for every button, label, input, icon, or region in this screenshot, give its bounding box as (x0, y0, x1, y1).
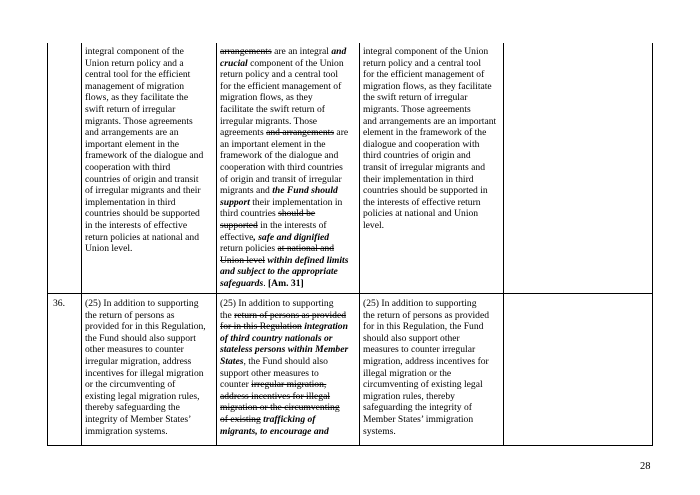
text-line (220, 127, 348, 139)
text-line (363, 310, 489, 322)
text-line (220, 162, 348, 174)
text-line (220, 92, 348, 104)
commission-text (85, 298, 206, 437)
text-run: and (331, 46, 347, 57)
text-line (363, 356, 489, 368)
text-run: the Fund should (272, 185, 338, 197)
text-run: support (220, 196, 250, 208)
text-run: integral component of the (85, 46, 184, 57)
text-line (85, 344, 206, 356)
text-run: framework of the dialogue and (85, 150, 204, 162)
text-line (85, 185, 203, 197)
text-line (220, 197, 348, 209)
table-border-right (652, 43, 653, 446)
text-run: arrangements (220, 46, 272, 57)
text-run: the swift return of irregular (363, 92, 468, 104)
text-run: implementation in third (85, 196, 176, 208)
text-line (363, 197, 496, 209)
text-run: and subject to the appropriate (220, 266, 338, 278)
text-run: management of migration (85, 80, 185, 92)
column-divider (81, 43, 82, 446)
text-run: in the interests of effective (85, 219, 188, 231)
text-run: of third country nationals or (220, 332, 333, 344)
text-run: thereby safeguarding the (85, 402, 180, 414)
text-run: trafficking of (260, 413, 316, 425)
text-line (85, 46, 203, 58)
text-run: illegal migration or the (363, 367, 452, 379)
text-run: States (220, 355, 244, 367)
text-run: countries of origin and transit (85, 173, 199, 185)
text-run: migration flows, as they (220, 92, 313, 104)
text-run: , safe and dignified (253, 231, 330, 243)
text-run: systems. (363, 425, 396, 437)
commission-text (85, 46, 203, 255)
text-line (85, 81, 203, 93)
text-line (220, 185, 348, 197)
text-run: Member States’ immigration (363, 413, 474, 425)
text-run: . (263, 277, 268, 289)
text-run: countries should be supported in (363, 185, 488, 197)
text-line (85, 58, 203, 70)
parliament-text (220, 46, 348, 289)
text-line (363, 298, 489, 310)
text-run: element in the framework of the (363, 127, 487, 139)
column-divider (503, 43, 504, 446)
text-run: countries should be supported (85, 208, 200, 220)
text-run: are an integral (271, 46, 332, 57)
text-run: and arrangements (266, 127, 335, 139)
text-run: crucial (220, 57, 248, 69)
text-run: Union level. (85, 243, 133, 255)
text-run: of irregular migrants and their (85, 185, 201, 197)
text-line (220, 232, 348, 244)
text-run: component of the Union (247, 57, 344, 69)
text-line (220, 139, 348, 151)
text-line (363, 344, 489, 356)
text-run: Union level (220, 254, 266, 266)
text-line (220, 266, 348, 278)
text-line (220, 69, 348, 81)
text-run: third countries of origin and (363, 150, 471, 162)
text-line (363, 391, 489, 403)
text-run: return policies (220, 243, 278, 255)
text-line (220, 426, 348, 438)
text-run: are (334, 127, 349, 139)
text-run: immigration systems. (85, 425, 168, 437)
text-run: return policy and a central tool (363, 57, 482, 69)
council-text (363, 46, 496, 232)
text-line (220, 116, 348, 128)
text-line (220, 255, 348, 267)
text-run: safeguards (220, 277, 264, 289)
text-line (220, 208, 348, 220)
text-run: migration flows, as they facilitate (363, 80, 492, 92)
text-line (220, 174, 348, 186)
text-line (220, 379, 348, 391)
text-line (363, 333, 489, 345)
text-run: the (220, 309, 235, 321)
text-line (85, 243, 203, 255)
text-run: important element in the (85, 138, 180, 150)
text-run: migration rules, thereby (363, 390, 455, 402)
text-run: should be (278, 208, 316, 220)
text-run: migrants. Those agreements (85, 115, 193, 127)
text-line (220, 104, 348, 116)
text-run: safeguarding the integrity of (363, 402, 472, 414)
text-run: Union return policy and a (85, 57, 184, 69)
text-line (85, 139, 203, 151)
text-run: for the efficient management of (363, 69, 485, 81)
text-line (363, 150, 496, 162)
text-line (85, 321, 206, 333)
text-line (363, 104, 496, 116)
text-run: address incentives for illegal (220, 390, 331, 402)
text-run: and arrangements are an important (363, 115, 497, 127)
text-line (85, 232, 203, 244)
text-run: the return of persons as provided (363, 309, 490, 321)
text-line (363, 414, 489, 426)
text-line (363, 162, 496, 174)
text-run: their implementation in (249, 196, 343, 208)
text-run: integrity of Member States’ (85, 413, 192, 425)
text-run: should also support other (363, 332, 460, 344)
text-line (363, 81, 496, 93)
text-line (363, 69, 496, 81)
text-line (220, 414, 348, 426)
text-run: measures to counter irregular (363, 344, 476, 356)
text-run: for in this Regulation, the Fund (363, 321, 484, 333)
text-run: dialogue and cooperation with (363, 138, 480, 150)
text-run: existing legal migration rules, (85, 390, 200, 402)
text-run: return policies at national and (85, 231, 200, 243)
text-run: swift return of irregular (85, 103, 176, 115)
text-run: integration (301, 321, 348, 333)
text-line (220, 344, 348, 356)
text-line (85, 92, 203, 104)
text-run: central tool for the efficient (85, 69, 191, 81)
text-run: [Am. 31] (267, 277, 304, 289)
text-run: effective (220, 231, 254, 243)
text-line (363, 368, 489, 380)
text-run: their implementation in third (363, 173, 474, 185)
comparison-table (47, 43, 653, 446)
text-line (85, 208, 203, 220)
text-line (220, 81, 348, 93)
text-run: flows, as they facilitate the (85, 92, 189, 104)
text-run: integral component of the Union (363, 46, 489, 57)
parliament-text (220, 298, 348, 437)
text-line (220, 298, 348, 310)
text-run: migrants and (220, 185, 273, 197)
text-run: supported (220, 219, 258, 231)
text-run: third countries (220, 208, 279, 220)
text-line (363, 185, 496, 197)
column-divider (359, 43, 360, 446)
text-line (85, 379, 206, 391)
text-run: irregular migration, (251, 379, 327, 391)
text-line (220, 356, 348, 368)
text-line (85, 426, 206, 438)
text-line (220, 243, 348, 255)
text-line (85, 127, 203, 139)
text-run: return policy and a central tool (220, 69, 339, 81)
text-line (220, 333, 348, 345)
text-line (85, 414, 206, 426)
text-line (85, 310, 206, 322)
column-divider (216, 43, 217, 446)
text-run: or the circumventing of (85, 379, 176, 391)
text-line (220, 321, 348, 333)
text-run: migration or the circumventing (220, 402, 340, 414)
text-line (363, 46, 496, 58)
text-line (363, 116, 496, 128)
text-run: level. (363, 219, 385, 231)
text-run: return of persons as provided (234, 309, 347, 321)
text-run: other measures to counter (85, 344, 184, 356)
text-line (85, 104, 203, 116)
text-line (85, 197, 203, 209)
text-line (363, 321, 489, 333)
text-line (220, 220, 348, 232)
text-line (220, 402, 348, 414)
text-run: framework of the dialogue and (220, 150, 339, 162)
text-run: the Fund should also support (85, 332, 196, 344)
text-line (85, 174, 203, 186)
text-run: of existing (220, 413, 261, 425)
text-run: irregular migrants. Those (220, 115, 318, 127)
table-border-left (47, 43, 48, 446)
text-run: the return of persons as (85, 309, 175, 321)
text-run: transit of irregular migrants and (363, 161, 486, 173)
text-line (85, 402, 206, 414)
text-line (85, 391, 206, 403)
text-line (220, 150, 348, 162)
text-line (363, 426, 489, 438)
text-run: policies at national and Union (363, 208, 479, 220)
text-line (220, 391, 348, 403)
text-run: cooperation with third (85, 161, 171, 173)
text-run: migrants, to encourage and (220, 425, 329, 437)
text-line (363, 139, 496, 151)
text-line (220, 58, 348, 70)
text-run: an important element in the (220, 138, 326, 150)
text-run: stateless persons within Member (220, 344, 349, 356)
text-run: agreements (220, 127, 267, 139)
text-line (220, 368, 348, 380)
text-run: the interests of effective return (363, 196, 481, 208)
text-run: in the interests of (257, 219, 327, 231)
text-line (363, 379, 489, 391)
text-run: cooperation with third countries (220, 161, 343, 173)
text-line (85, 116, 203, 128)
text-run: , the Fund should also (243, 355, 328, 367)
row-divider (47, 293, 653, 294)
text-line (85, 356, 206, 368)
text-run: facilitate the swift return of (220, 103, 325, 115)
text-line (85, 162, 203, 174)
text-run: migration, address incentives for (363, 355, 489, 367)
text-line (85, 220, 203, 232)
text-line (363, 220, 496, 232)
text-line (363, 208, 496, 220)
text-run: within defined limits (265, 254, 349, 266)
text-run: irregular migration, address (85, 355, 192, 367)
text-run: incentives for illegal migration (85, 367, 204, 379)
text-run: and arrangements are an (85, 127, 179, 139)
text-line (85, 69, 203, 81)
text-line (363, 127, 496, 139)
text-run: for the efficient management of (220, 80, 342, 92)
council-text (363, 298, 489, 437)
text-run: circumventing of existing legal (363, 379, 483, 391)
text-line (85, 333, 206, 345)
text-line (220, 310, 348, 322)
text-run: of origin and transit of irregular (220, 173, 342, 185)
text-line (85, 298, 206, 310)
text-line (363, 174, 496, 186)
text-run: provided for in this Regulation, (85, 321, 206, 333)
text-run: migrants. Those agreements (363, 103, 471, 115)
table-border-bottom (47, 445, 653, 446)
text-run: (25) In addition to supporting (363, 298, 477, 309)
text-run: counter (220, 379, 252, 391)
text-line (220, 46, 348, 58)
text-line (85, 150, 203, 162)
page-number: 28 (640, 461, 651, 472)
text-run: at national and (277, 243, 335, 255)
text-line (363, 58, 496, 70)
text-line (363, 402, 489, 414)
text-run: (25) In addition to supporting (85, 298, 199, 309)
text-line (363, 92, 496, 104)
text-line (220, 278, 348, 290)
text-run: support other measures to (220, 367, 319, 379)
row-number: 36. (53, 298, 65, 309)
text-run: (25) In addition to supporting (220, 298, 334, 309)
text-line (85, 368, 206, 380)
text-run: for in this Regulation (220, 321, 302, 333)
